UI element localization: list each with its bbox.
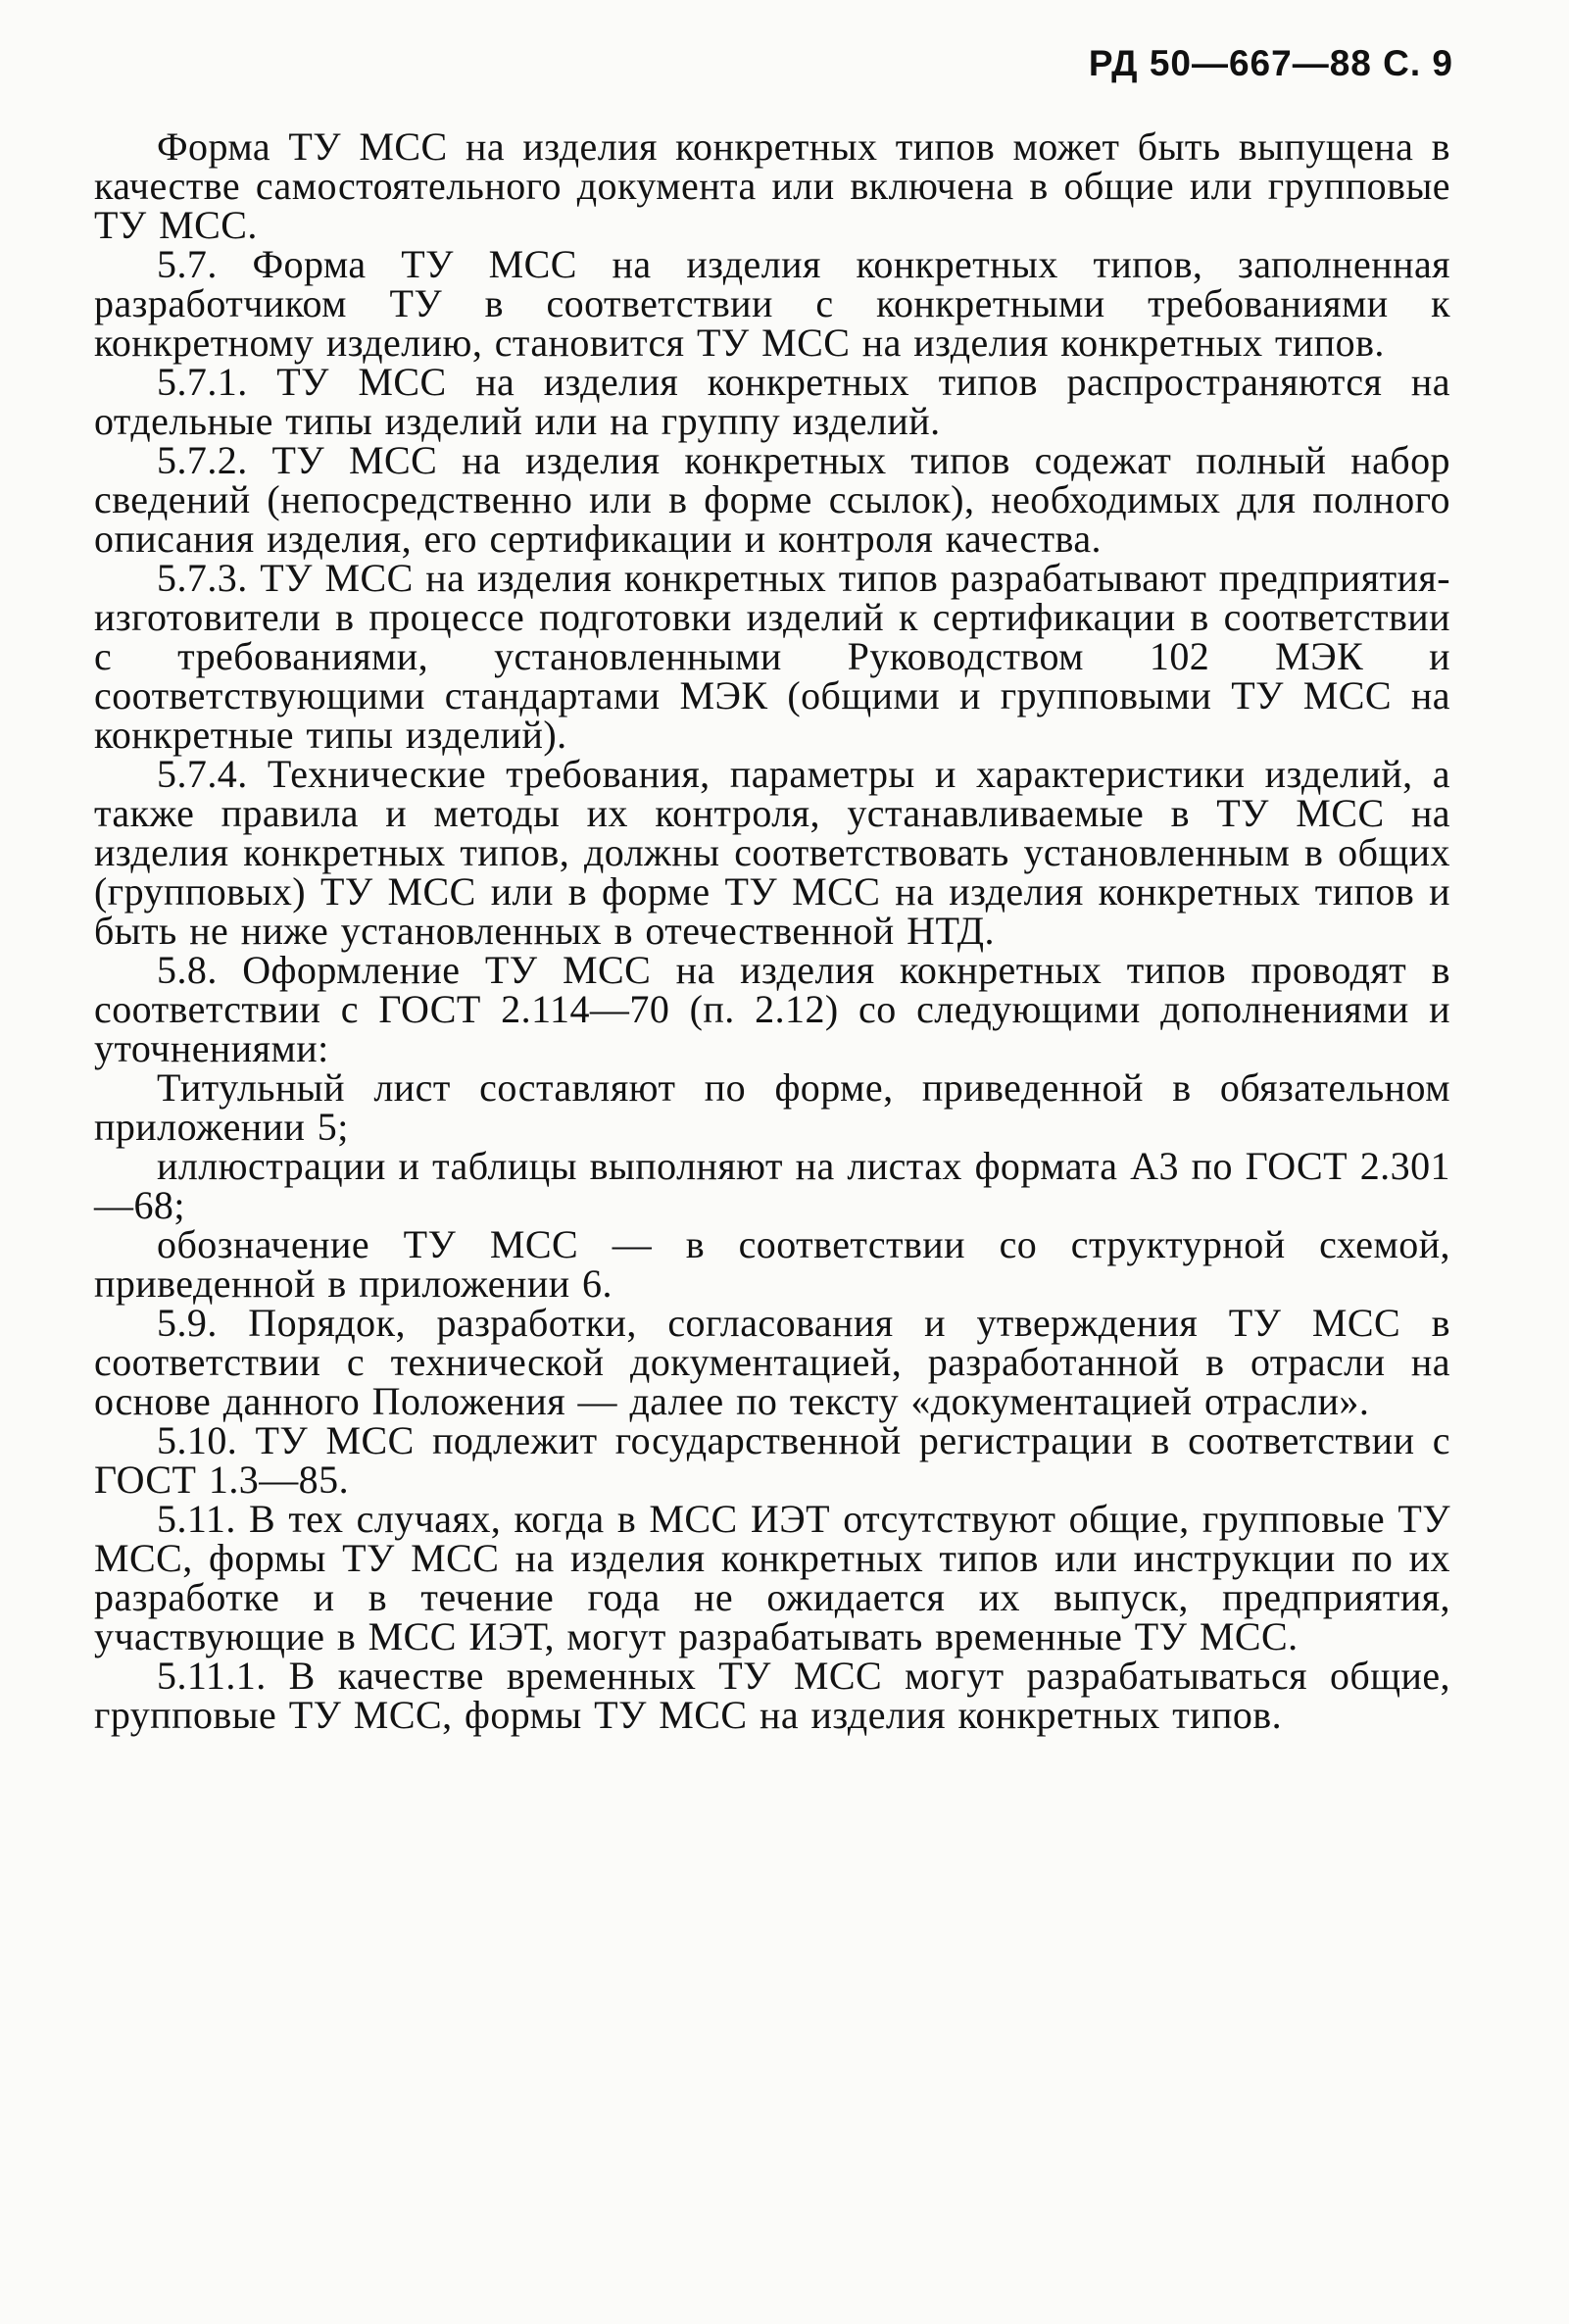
paragraph-5-10: 5.10. ТУ МСС подлежит государственной регистрации в соответствии с ГОСТ 1.3—85. xyxy=(94,1418,1450,1502)
paragraph-5-9: 5.9. Порядок, разработки, согласования и утверждения ТУ МСС в соответствии с технической документацией, разработанной в отрасли на основе данного Положения — далее по тексту «документацией отрасли». xyxy=(94,1301,1450,1423)
paragraph-5-11: 5.11. В тех случаях, когда в МСС ИЭТ отсутствуют общие, групповые ТУ МСС, формы ТУ МСС на изделия конкретных типов или инструкции по их разработке и в течение года не ожидается их выпуск, предприятия, участвующие в МСС ИЭТ, могут разрабатывать временные ТУ МСС. xyxy=(94,1497,1450,1658)
paragraph-5-7-2: 5.7.2. ТУ МСС на изделия конкретных типов содежат полный набор сведений (непосредственно или в форме ссылок), необходимых для полного описания изделия, его сертификации и контроля качества. xyxy=(94,438,1450,561)
paragraph-5-7-3: 5.7.3. ТУ МСС на изделия конкретных типов разрабатывают предприятия-изготовители в процессе подготовки изделий к сертификации в соответствии с требованиями, установленными Руководством 102 МЭК и соответствующими стандартами МЭК (общими и групповыми ТУ МСС на конкретные типы изделий). xyxy=(94,556,1450,757)
paragraph-5-7-4: 5.7.4. Технические требования, параметры и характеристики изделий, а также правила и методы их контроля, устанавливаемые в ТУ МСС на изделия конкретных типов, должны соответствовать установленным в общих (групповых) ТУ МСС или в форме ТУ МСС на изделия конкретных типов и быть не ниже установленных в отечественной НТД. xyxy=(94,752,1450,953)
paragraph-form-intro: Форма ТУ МСС на изделия конкретных типов может быть выпущена в качестве самостоятельного документа или включена в общие или групповые ТУ МСС. xyxy=(94,124,1450,247)
paragraph-5-7: 5.7. Форма ТУ МСС на изделия конкретных типов, заполненная разработчиком ТУ в соответствии с конкретными требованиями к конкретному изделию, становится ТУ МСС на изделия конкретных типов. xyxy=(94,242,1450,365)
paragraph-5-8: 5.8. Оформление ТУ МСС на изделия кокнретных типов проводят в соответствии с ГОСТ 2.114—70 (п. 2.12) со следующими дополнениями и уточнениями: xyxy=(94,948,1450,1070)
paragraph-designation: обозначение ТУ МСС — в соответствии со структурной схемой, приведенной в приложении 6. xyxy=(94,1222,1450,1306)
paragraph-5-11-1: 5.11.1. В качестве временных ТУ МСС могут разрабатываться общие, групповые ТУ МСС, формы ТУ МСС на изделия конкретных типов. xyxy=(94,1654,1450,1737)
paragraph-title-sheet: Титульный лист составляют по форме, приведенной в обязательном приложении 5; xyxy=(94,1065,1450,1149)
page-header-reference: РД 50—667—88 С. 9 xyxy=(1088,43,1453,83)
document-body xyxy=(94,124,1450,1737)
paragraph-5-7-1: 5.7.1. ТУ МСС на изделия конкретных типов распространяются на отдельные типы изделий или на группу изделий. xyxy=(94,360,1450,443)
paragraph-illustrations: иллюстрации и таблицы выполняют на листах формата А3 по ГОСТ 2.301—68; xyxy=(94,1144,1450,1227)
